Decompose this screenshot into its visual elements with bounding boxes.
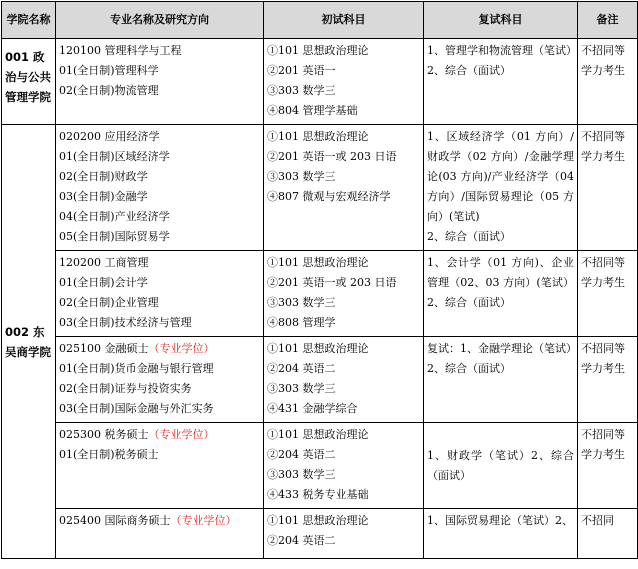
exam-cell [264,39,424,125]
exam-line: ③303 数学三 [267,382,336,395]
major-line: 03(全日制)国际金融与外汇实务 [59,402,214,415]
college-001: 001 政治与公共管理学院 [2,39,56,125]
major-cell [56,39,264,125]
exam-line: ②201 英语一或 203 日语 [267,276,397,289]
major-cell [56,251,264,337]
table-row [2,125,638,251]
major-line [59,339,260,359]
major-line: 120200 工商管理 [59,256,149,269]
program-code: 025100 金融硕士 [59,342,149,355]
table-row [2,423,638,509]
exam-line: ④431 金融学综合 [267,402,358,415]
major-line: 01(全日制)货币金融与银行管理 [59,362,214,375]
major-line [59,425,260,445]
retest-cell [424,337,578,423]
exam-line: ②204 英语二 [267,448,336,461]
major-line: 02(全日制)财政学 [59,170,148,183]
table-row [2,251,638,337]
exam-line: ③303 数学三 [267,170,336,183]
professional-degree-tag: （专业学位） [170,514,237,527]
major-line: 04(全日制)产业经济学 [59,210,170,223]
exam-line: ④807 微观与宏观经济学 [267,190,391,203]
retest-line: 2、综合（面试） [427,362,511,375]
retest-cell [424,423,578,509]
header-row [2,2,638,39]
major-line [59,511,260,531]
major-line: 05(全日制)国际贸易学 [59,230,170,243]
table-row [2,337,638,423]
header-retest: 复试科目 [424,2,578,39]
professional-degree-tag: （专业学位） [148,428,215,441]
exam-line: ④804 管理学基础 [267,104,358,117]
exam-line: ②204 英语二 [267,362,336,375]
header-exam: 初试科目 [264,2,424,39]
retest-cell [424,509,578,559]
major-line: 01(全日制)税务硕士 [59,448,159,461]
major-line: 02(全日制)物流管理 [59,84,159,97]
major-line: 120100 管理科学与工程 [59,44,182,57]
exam-line: ①101 思想政治理论 [267,256,369,269]
program-code: 025400 国际商务硕士 [59,514,171,527]
note-cell: 不招同 [578,509,638,559]
retest-line: 2、综合（面试） [427,230,511,243]
major-line: 03(全日制)金融学 [59,190,148,203]
major-line: 02(全日制)证券与投资实务 [59,382,192,395]
major-line: 01(全日制)会计学 [59,276,148,289]
exam-line: ④808 管理学 [267,316,336,329]
major-cell [56,509,264,559]
major-cell [56,337,264,423]
retest-line: 1、管理学和物流管理（笔试） [427,44,577,57]
major-line: 020200 应用经济学 [59,130,160,143]
exam-cell [264,125,424,251]
exam-line: ③303 数学三 [267,84,336,97]
note-cell: 不招同等学力考生 [578,39,638,125]
exam-line: ①101 思想政治理论 [267,342,369,355]
exam-line: ①101 思想政治理论 [267,514,369,527]
retest-line: 1、会计学（01 方向)、企业管理（02、03 方向）(笔试）2、综合（面试） [427,256,574,309]
header-major: 专业名称及研究方向 [56,2,264,39]
professional-degree-tag: （专业学位） [148,342,215,355]
exam-line: ③303 数学三 [267,468,336,481]
exam-cell [264,251,424,337]
retest-line: 1、区域经济学（01 方向）/财政学（02 方向）/金融学理论(03 方向)/产业经济学（04 方向）/国际贸易理论（05 方向）(笔试) [427,130,574,223]
exam-cell [264,337,424,423]
note-cell: 不招同等学力考生 [578,251,638,337]
exam-line: ①101 思想政治理论 [267,130,369,143]
retest-cell [424,39,578,125]
retest-line: 1、财政学（笔试）2、综合（面试） [427,448,574,482]
header-note: 备注 [578,2,638,39]
major-line: 03(全日制)技术经济与管理 [59,316,192,329]
major-cell [56,125,264,251]
retest-cell [424,125,578,251]
exam-line: ①101 思想政治理论 [267,428,369,441]
exam-cell [264,509,424,559]
exam-line: ②201 英语一或 203 日语 [267,150,397,163]
retest-cell [424,251,578,337]
exam-line: ①101 思想政治理论 [267,44,369,57]
exam-line: ②204 英语二 [267,534,336,547]
note-cell: 不招同等学力考生 [578,125,638,251]
table-row [2,509,638,559]
note-cell: 不招同等学力考生 [578,423,638,509]
major-line: 01(全日制)管理科学 [59,64,159,77]
note-cell: 不招同等学力考生 [578,337,638,423]
exam-line: ②201 英语一 [267,64,336,77]
program-code: 025300 税务硕士 [59,428,149,441]
retest-line: 2、综合（面试） [427,64,511,77]
college-002: 002 东吴商学院 [2,125,56,559]
table-row [2,39,638,125]
retest-line: 1、国际贸易理论（笔试）2、 [427,514,573,527]
admission-table [1,1,638,559]
exam-line: ③303 数学三 [267,296,336,309]
header-college: 学院名称 [2,2,56,39]
major-line: 02(全日制)企业管理 [59,296,159,309]
exam-cell [264,423,424,509]
retest-line: 复试：1、金融学理论（笔试） [427,342,577,355]
major-line: 01(全日制)区域经济学 [59,150,170,163]
exam-line: ④433 税务专业基础 [267,488,369,501]
major-cell [56,423,264,509]
